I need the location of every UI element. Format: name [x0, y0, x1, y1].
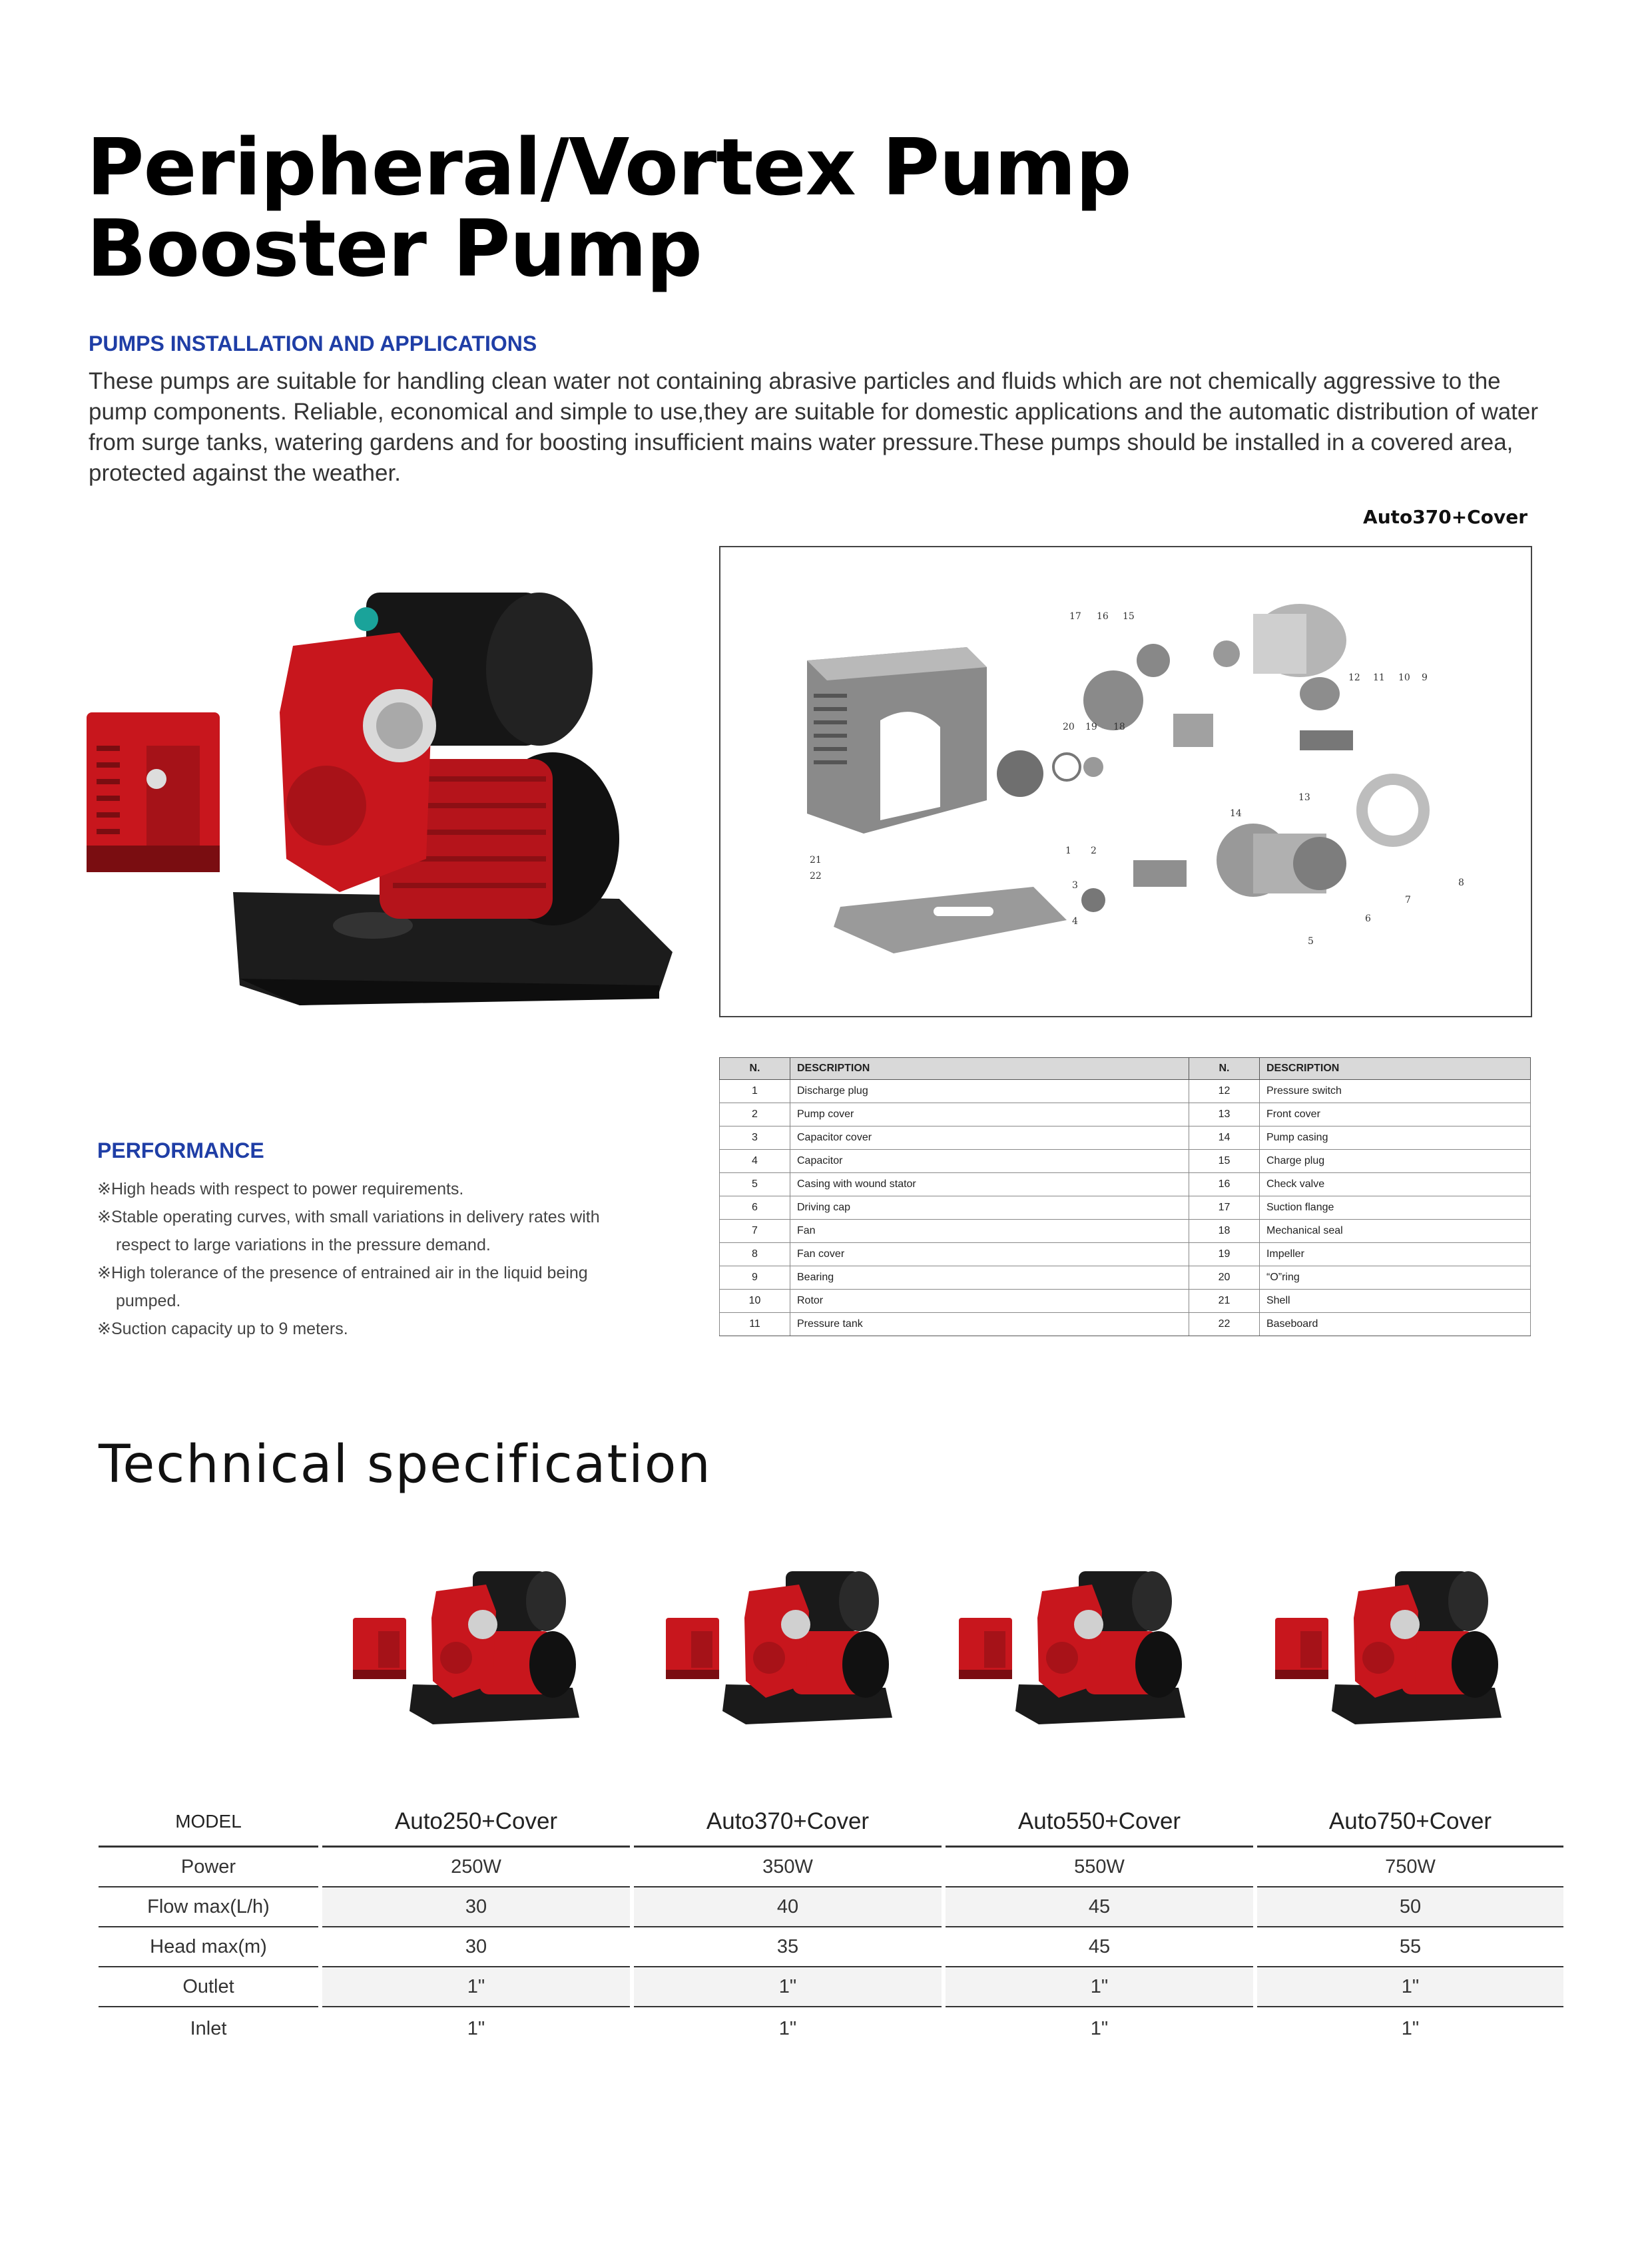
- callout-5: 5: [1308, 936, 1314, 947]
- spec-value: 1": [1257, 1966, 1563, 2006]
- part-description: Capacitor: [790, 1150, 1189, 1173]
- spec-value: 1": [322, 2006, 630, 2050]
- callout-16: 16: [1097, 611, 1109, 622]
- part-number: 5: [720, 1173, 790, 1196]
- model-name: Auto250+Cover: [394, 1808, 558, 1834]
- parts-table-row: [720, 1290, 1531, 1313]
- spec-value: 40: [634, 1886, 942, 1926]
- spec-value: 30: [322, 1926, 630, 1966]
- part-number: 11: [720, 1313, 790, 1336]
- model-name: Auto750+Cover: [1328, 1808, 1492, 1834]
- spec-row: [99, 1846, 1563, 1886]
- spec-label: Power: [99, 1846, 318, 1886]
- part-number: 3: [720, 1126, 790, 1150]
- exploded-diagram-drawing: [720, 547, 1531, 1016]
- callout-7: 7: [1405, 895, 1411, 905]
- spec-label: Inlet: [99, 2006, 318, 2050]
- callout-4: 4: [1072, 916, 1078, 927]
- exploded-diagram: [719, 546, 1532, 1017]
- performance-item: ※Stable operating curves, with small variations in delivery rates with respect to large variations in the pressure demand.: [97, 1208, 600, 1254]
- spec-value: 30: [322, 1886, 630, 1926]
- parts-table: [719, 1057, 1531, 1336]
- spec-row: [99, 1926, 1563, 1966]
- part-number: 14: [1189, 1126, 1259, 1150]
- part-description: Rotor: [790, 1290, 1189, 1313]
- part-number: 16: [1189, 1173, 1259, 1196]
- spec-row: [99, 1966, 1563, 2006]
- part-description: “O”ring: [1259, 1266, 1530, 1290]
- spec-value: 550W: [946, 1846, 1253, 1886]
- part-description: Driving cap: [790, 1196, 1189, 1220]
- parts-table-row: [720, 1103, 1531, 1126]
- part-description: Pressure tank: [790, 1313, 1189, 1336]
- callout-17: 17: [1069, 611, 1081, 622]
- part-description: Pump casing: [1259, 1126, 1530, 1150]
- callout-12: 12: [1348, 672, 1360, 683]
- callout-11: 11: [1373, 672, 1385, 683]
- spec-value: 45: [946, 1886, 1253, 1926]
- parts-table-row: [720, 1243, 1531, 1266]
- spec-value: 750W: [1257, 1846, 1563, 1886]
- performance-item: ※High tolerance of the presence of entrained air in the liquid being pumped.: [97, 1264, 588, 1310]
- model-label: MODEL: [175, 1811, 242, 1832]
- callout-9: 9: [1422, 672, 1428, 683]
- parts-table-row: [720, 1196, 1531, 1220]
- header-description-1: DESCRIPTION: [790, 1058, 1189, 1080]
- title-line-1: Peripheral/Vortex Pump: [87, 121, 1131, 213]
- callout-3: 3: [1072, 880, 1078, 891]
- performance-item: ※Suction capacity up to 9 meters.: [97, 1320, 348, 1338]
- parts-table-row: [720, 1220, 1531, 1243]
- model-name: Auto370+Cover: [706, 1808, 870, 1834]
- part-number: 12: [1189, 1080, 1259, 1103]
- header-number-2: N.: [1189, 1058, 1259, 1080]
- part-description: Bearing: [790, 1266, 1189, 1290]
- part-number: 6: [720, 1196, 790, 1220]
- callout-15: 15: [1123, 611, 1135, 622]
- part-number: 7: [720, 1220, 790, 1243]
- part-number: 4: [720, 1150, 790, 1173]
- callout-18: 18: [1113, 722, 1125, 732]
- callout-19: 19: [1085, 722, 1097, 732]
- model-name: Auto550+Cover: [1017, 1808, 1181, 1834]
- header-number-1: N.: [720, 1058, 790, 1080]
- parts-table-row: [720, 1266, 1531, 1290]
- part-number: 9: [720, 1266, 790, 1290]
- callout-21: 21: [810, 855, 822, 866]
- part-number: 15: [1189, 1150, 1259, 1173]
- callout-13: 13: [1298, 792, 1310, 803]
- model-thumbnail-image: [1275, 1558, 1515, 1731]
- spec-row: [99, 2006, 1563, 2050]
- callout-22: 22: [810, 871, 822, 881]
- spec-value: 1": [946, 1966, 1253, 2006]
- part-description: Check valve: [1259, 1173, 1530, 1196]
- page-title: [87, 121, 1352, 294]
- parts-table-row: [720, 1173, 1531, 1196]
- performance-heading: PERFORMANCE: [97, 1138, 264, 1162]
- part-description: Mechanical seal: [1259, 1220, 1530, 1243]
- performance-item: ※High heads with respect to power requirements.: [97, 1180, 464, 1198]
- diagram-model-caption: Auto370+Cover: [1363, 506, 1527, 528]
- spec-value: 1": [634, 2006, 942, 2050]
- model-thumbnail-image: [666, 1558, 906, 1731]
- header-description-2: DESCRIPTION: [1259, 1058, 1530, 1080]
- parts-table-row: [720, 1126, 1531, 1150]
- parts-table-row: [720, 1313, 1531, 1336]
- part-description: Suction flange: [1259, 1196, 1530, 1220]
- specification-table: [99, 1798, 1563, 2050]
- part-description: Pump cover: [790, 1103, 1189, 1126]
- part-number: 1: [720, 1080, 790, 1103]
- part-description: Pressure switch: [1259, 1080, 1530, 1103]
- part-number: 18: [1189, 1220, 1259, 1243]
- performance-list: [97, 1175, 643, 1343]
- part-description: Capacitor cover: [790, 1126, 1189, 1150]
- part-description: Shell: [1259, 1290, 1530, 1313]
- part-description: Casing with wound stator: [790, 1173, 1189, 1196]
- part-description: Front cover: [1259, 1103, 1530, 1126]
- spec-value: 55: [1257, 1926, 1563, 1966]
- spec-value: 1": [1257, 2006, 1563, 2050]
- model-thumbnail-image: [353, 1558, 593, 1731]
- part-description: Baseboard: [1259, 1313, 1530, 1336]
- technical-specification-heading: Technical specification: [99, 1435, 712, 1495]
- callout-6: 6: [1365, 913, 1371, 924]
- installation-heading: PUMPS INSTALLATION AND APPLICATIONS: [89, 332, 537, 356]
- model-thumbnail-image: [959, 1558, 1199, 1731]
- parts-table-row: [720, 1080, 1531, 1103]
- spec-value: 250W: [322, 1846, 630, 1886]
- spec-value: 50: [1257, 1886, 1563, 1926]
- spec-label: Flow max(L/h): [99, 1886, 318, 1926]
- part-number: 20: [1189, 1266, 1259, 1290]
- spec-value: 1": [946, 2006, 1253, 2050]
- spec-label: Outlet: [99, 1966, 318, 2006]
- part-description: Discharge plug: [790, 1080, 1189, 1103]
- parts-table-row: [720, 1150, 1531, 1173]
- spec-value: 1": [322, 1966, 630, 2006]
- spec-value: 35: [634, 1926, 942, 1966]
- spec-label: Head max(m): [99, 1926, 318, 1966]
- part-number: 22: [1189, 1313, 1259, 1336]
- callout-2: 2: [1091, 846, 1097, 856]
- part-number: 8: [720, 1243, 790, 1266]
- callout-1: 1: [1065, 846, 1071, 856]
- part-number: 21: [1189, 1290, 1259, 1313]
- spec-value: 45: [946, 1926, 1253, 1966]
- spec-header-row: [99, 1798, 1563, 1846]
- callout-8: 8: [1458, 877, 1464, 888]
- callout-20: 20: [1063, 722, 1075, 732]
- pump-product-image: [87, 579, 673, 1005]
- part-description: Impeller: [1259, 1243, 1530, 1266]
- callout-14: 14: [1230, 808, 1242, 819]
- part-number: 13: [1189, 1103, 1259, 1126]
- installation-text: These pumps are suitable for handling clean water not containing abrasive particles and fluids which are not chemically aggressive to the pump components. Reliable, economical and simple to use,they are suitable for domestic applications and the automatic distribution of water from surge tanks, watering gardens and for boosting insufficient mains water pressure.These pumps should be installed in a covered area, protected against the weather.: [89, 368, 1539, 486]
- part-number: 2: [720, 1103, 790, 1126]
- part-description: Fan cover: [790, 1243, 1189, 1266]
- part-number: 19: [1189, 1243, 1259, 1266]
- spec-value: 1": [634, 1966, 942, 2006]
- spec-row: [99, 1886, 1563, 1926]
- part-number: 10: [720, 1290, 790, 1313]
- part-number: 17: [1189, 1196, 1259, 1220]
- parts-table-header: [720, 1058, 1531, 1080]
- part-description: Fan: [790, 1220, 1189, 1243]
- callout-10: 10: [1398, 672, 1410, 683]
- title-line-2: Booster Pump: [87, 202, 702, 294]
- spec-value: 350W: [634, 1846, 942, 1886]
- part-description: Charge plug: [1259, 1150, 1530, 1173]
